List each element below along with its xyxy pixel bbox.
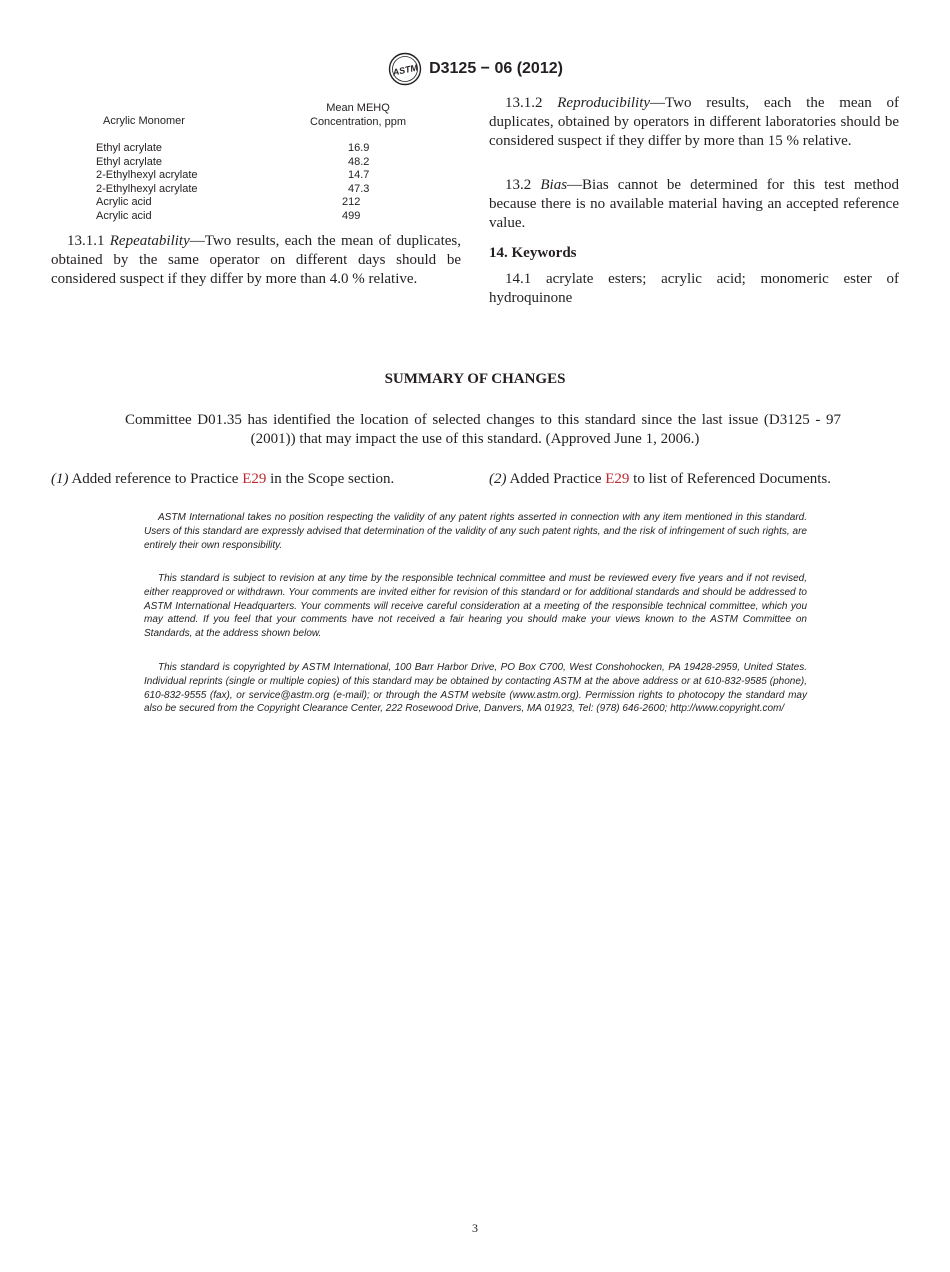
bias-paragraph: 13.2 Bias—Bias cannot be determined for this test method because there is no available material having an accepted reference value. <box>489 177 900 231</box>
page-number: 3 <box>472 1221 478 1235</box>
change-item-1: (1) Added reference to Practice E29 in the Scope section. <box>51 471 395 487</box>
reproducibility-paragraph: 13.1.2 Reproducibility—Two results, each the mean of duplicates, obtained by operators in different laboratories should be considered suspect if they differ by more than 15 % relative. <box>489 95 899 149</box>
revision-notice: This standard is subject to revision at any time by the responsible technical committee and must be reviewed every five years and if not revised, either reapproved or withdrawn. Your comments are invited either for revision of this standard or for additional standards and should be addressed to ASTM International Headquarters. Your comments will receive careful consideration at a meeting of the responsible technical committee, which you may attend. If you feel that your comments have not received a fair hearing you should make your views known to the ASTM Committee on Standards, at the address shown below. <box>144 573 807 640</box>
table-row: 2-Ethylhexyl acrylate 14.7 <box>96 169 370 182</box>
change-item-2: (2) Added Practice E29 to list of Referenced Documents. <box>489 471 832 487</box>
summary-title: SUMMARY OF CHANGES <box>384 371 566 387</box>
keywords-heading: 14. Keywords <box>489 245 577 261</box>
page-header <box>0 52 950 86</box>
table-row: Acrylic acid 212 <box>96 196 361 209</box>
table-header-concentration: Mean MEHQ Concentration, ppm <box>310 102 406 128</box>
summary-intro: Committee D01.35 has identified the location of selected changes to this standard since the last issue (D3125 - 97 (2001)) that may impact the use of this standard. (Approved June 1, 2006.) <box>125 412 841 447</box>
copyright-notice: This standard is copyrighted by ASTM International, 100 Barr Harbor Drive, PO Box C700, West Conshohocken, PA 19428-2959, United States. Individual reprints (single or multiple copies) of this standard may be obtained by contacting ASTM at the above address or at 610-832-9585 (phone), 610-832-9555 (fax), or service@astm.org (e-mail); or through the ASTM website (www.astm.org). Permission rights to photocopy the standard may also be secured from the Copyright Clearance Center, 222 Rosewood Drive, Danvers, MA 01923, Tel: (978) 646-2600; http://www.copyright.com/ <box>144 662 807 715</box>
patent-notice: ASTM International takes no position respecting the validity of any patent rights asserted in connection with any item mentioned in this standard. Users of this standard are expressly advised that determination of the validity of any such patent rights, and the risk of infringement of such rights, are entirely their own responsibility. <box>144 512 807 551</box>
repeatability-paragraph: 13.1.1 Repeatability—Two results, each the mean of duplicates, obtained by the same operator on different days should be considered suspect if they differ by more than 4.0 % relative. <box>51 233 462 287</box>
astm-logo <box>387 52 423 86</box>
table-row: 2-Ethylhexyl acrylate 47.3 <box>96 182 370 195</box>
table-header-monomer: Acrylic Monomer <box>103 115 185 127</box>
document-id: D3125 − 06 (2012) <box>429 60 563 77</box>
e29-link[interactable]: E29 <box>242 471 267 487</box>
mehq-table <box>96 142 396 224</box>
table-row: Ethyl acrylate 16.9 <box>96 142 370 154</box>
keywords-paragraph: 14.1 acrylate esters; acrylic acid; monomeric ester of hydroquinone <box>489 271 900 306</box>
svg-text:ASTM: ASTM <box>391 62 419 78</box>
table-row: Ethyl acrylate 48.2 <box>96 155 370 168</box>
table-row: Acrylic acid 499 <box>96 209 361 222</box>
e29-link[interactable]: E29 <box>605 471 630 487</box>
